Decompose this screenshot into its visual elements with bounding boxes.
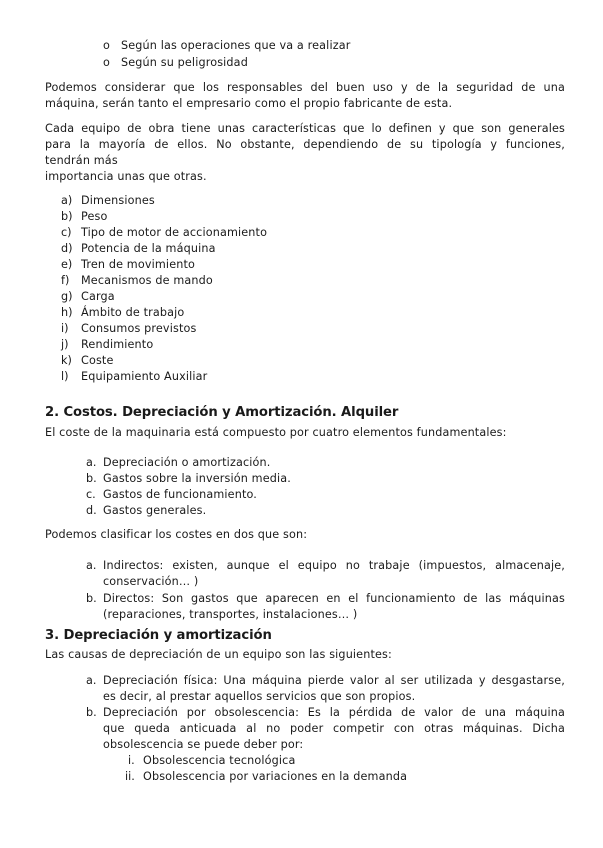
bullet-item: Según las operaciones que va a realizar (121, 39, 351, 52)
list-marker: f) (61, 274, 70, 287)
list-marker: d. (86, 504, 97, 517)
bullet-item: Según su peligrosidad (121, 56, 248, 69)
list-item: Carga (81, 290, 115, 303)
list-item-line: Indirectos: existen, aunque el equipo no trabaje (impuestos, almacenaje, (103, 559, 565, 572)
list-item-line: (reparaciones, transportes, instalaciones… ) (103, 608, 358, 621)
paragraph-line: máquina, serán tanto el empresario como el propio fabricante de esta. (45, 97, 453, 110)
list-item: Depreciación o amortización. (103, 456, 271, 469)
list-item: Gastos generales. (103, 504, 207, 517)
list-item: Dimensiones (81, 194, 155, 207)
list-marker: j) (61, 338, 69, 351)
bullet-marker: o (103, 56, 110, 69)
list-marker: i) (61, 322, 69, 335)
list-item-line: Directos: Son gastos que aparecen en el funcionamiento de las máquinas (103, 592, 565, 605)
section-heading: 2. Costos. Depreciación y Amortización. Alquiler (45, 405, 399, 420)
list-marker: e) (61, 258, 73, 271)
list-marker: a. (86, 674, 97, 687)
list-marker: ii. (125, 770, 135, 783)
list-item-line: obsolescencia se puede deber por: (103, 738, 304, 751)
paragraph-line: para la mayoría de ellos. No obstante, dependiendo de su tipología y funciones, (45, 138, 565, 151)
list-marker: l) (61, 370, 69, 383)
section-intro: El coste de la maquinaria está compuesto por cuatro elementos fundamentales: (45, 426, 507, 439)
list-marker: b. (86, 706, 97, 719)
list-item: Tipo de motor de accionamiento (81, 226, 268, 239)
list-marker: i. (128, 754, 135, 767)
list-item: Coste (81, 354, 114, 367)
list-marker: a) (61, 194, 73, 207)
paragraph-line: Podemos considerar que los responsables del buen uso y de la seguridad de una (45, 81, 565, 94)
list-marker: b) (61, 210, 73, 223)
list-marker: d) (61, 242, 73, 255)
list-item-line: que queda anticuada al no poder competir con otras máquinas. Dicha (103, 722, 565, 735)
list-item-line: conservación… ) (103, 575, 199, 588)
section-intro: Las causas de depreciación de un equipo son las siguientes: (45, 648, 392, 661)
list-marker: c. (86, 488, 96, 501)
list-marker: a. (86, 456, 97, 469)
list-item: Rendimiento (81, 338, 154, 351)
list-marker: c) (61, 226, 72, 239)
list-item: Gastos de funcionamiento. (103, 488, 257, 501)
list-item: Obsolescencia tecnológica (143, 754, 296, 767)
list-item: Tren de movimiento (81, 258, 195, 271)
list-item: Mecanismos de mando (81, 274, 213, 287)
list-item: Peso (81, 210, 108, 223)
section-heading: 3. Depreciación y amortización (45, 628, 272, 643)
list-item: Consumos previstos (81, 322, 197, 335)
list-item-line: es decir, al prestar aquellos servicios que son propios. (103, 690, 416, 703)
list-item-line: Depreciación física: Una máquina pierde valor al ser utilizada y desgastarse, (103, 674, 565, 687)
list-marker: h) (61, 306, 73, 319)
list-item-line: Depreciación por obsolescencia: Es la pérdida de valor de una máquina (103, 706, 565, 719)
paragraph-line: Cada equipo de obra tiene unas características que lo definen y que son generales (45, 122, 565, 135)
list-item: Obsolescencia por variaciones en la demanda (143, 770, 408, 783)
list-marker: g) (61, 290, 73, 303)
list-marker: k) (61, 354, 72, 367)
list-item: Ámbito de trabajo (81, 306, 185, 319)
paragraph-line: Podemos clasificar los costes en dos que son: (45, 528, 308, 541)
paragraph-line: importancia unas que otras. (45, 170, 207, 183)
list-item: Gastos sobre la inversión media. (103, 472, 291, 485)
paragraph-line: tendrán más (45, 154, 118, 167)
bullet-marker: o (103, 39, 110, 52)
list-marker: b. (86, 592, 97, 605)
list-item: Potencia de la máquina (81, 242, 216, 255)
list-marker: a. (86, 559, 97, 572)
list-marker: b. (86, 472, 97, 485)
list-item: Equipamiento Auxiliar (81, 370, 208, 383)
